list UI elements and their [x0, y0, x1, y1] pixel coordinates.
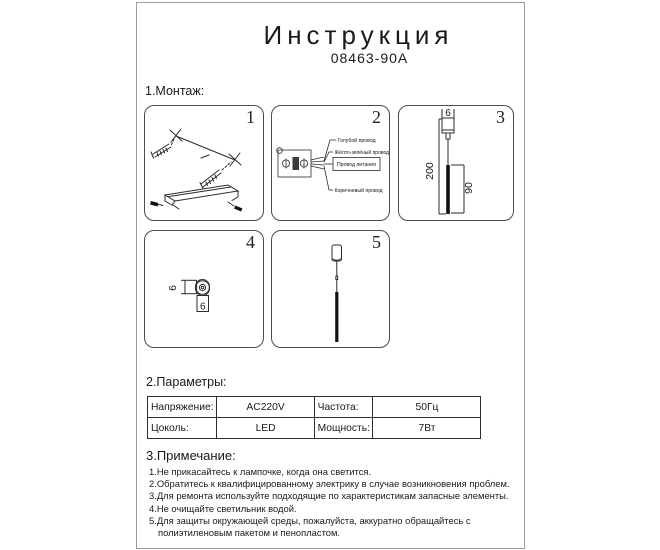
- param-value: 50Гц: [372, 397, 480, 418]
- panel-number-3: 3: [496, 107, 505, 127]
- dim-label-tube-length: 90: [463, 182, 475, 194]
- param-value: LED: [216, 418, 314, 439]
- diagram-panel-1: [144, 105, 264, 221]
- param-value: AC220V: [216, 397, 314, 418]
- table-row: [148, 418, 481, 439]
- param-label: Мощность:: [314, 418, 372, 439]
- params-table: [147, 396, 481, 439]
- model-number: 08463-90A: [330, 50, 409, 66]
- diagram-panel-5: [271, 230, 390, 348]
- wire-label-blue: Голубой провод: [337, 138, 376, 144]
- note-item: 1.Не прикасайтесь к лампочке, когда она светится.: [149, 466, 372, 477]
- note-item: 5.Для защиты окружающей среды, пожалуйста, аккуратно обращайтесь с полиэтиленовым пакетом и пенопластом.: [149, 514, 471, 539]
- note-item: 4.Не очищайте светильник водой.: [149, 502, 297, 514]
- wire-label-yellow-green: Жёлто-зелёный провод: [334, 150, 389, 156]
- panel-number-2: 2: [372, 107, 381, 127]
- instruction-page: [136, 2, 525, 549]
- diagram-panel-2: [271, 105, 390, 221]
- note-item: 2.Обратитесь к квалифицированному электрику в случае возникновения проблем.: [149, 478, 510, 490]
- panel-number-4: 4: [246, 232, 255, 252]
- section-heading-params: 2.Параметры:: [146, 375, 227, 389]
- lamp-tube-shape: [446, 165, 450, 214]
- dim-label-canopy-width: 6: [200, 301, 206, 313]
- param-label: Цоколь:: [148, 418, 217, 439]
- wire-label-brown: Коричневый провод: [334, 188, 383, 194]
- dim-label-width: 6: [445, 108, 451, 119]
- panel-number-5: 5: [372, 232, 381, 252]
- table-row: [148, 397, 481, 418]
- param-label: Напряжение:: [148, 397, 217, 418]
- notes-list: [149, 466, 521, 539]
- section-heading-notes: 3.Примечание:: [146, 448, 236, 463]
- diagram-panel-4: [144, 230, 264, 348]
- param-value: 7Вт: [372, 418, 480, 439]
- section-heading-montage: 1.Монтаж:: [145, 84, 205, 98]
- note-item: 3.Для ремонта используйте подходящие по характеристикам запасные элементы.: [149, 490, 509, 502]
- dim-label-total-length: 200: [424, 162, 436, 180]
- param-label: Частота:: [314, 397, 372, 418]
- lamp-tube-shape: [335, 292, 338, 342]
- dim-label-canopy-height: 6: [168, 285, 179, 291]
- diagram-panel-3: [398, 105, 514, 221]
- panel-number-1: 1: [246, 107, 255, 127]
- page-title: Инструкция: [263, 20, 454, 50]
- wire-label-power: Провод питания: [337, 162, 376, 168]
